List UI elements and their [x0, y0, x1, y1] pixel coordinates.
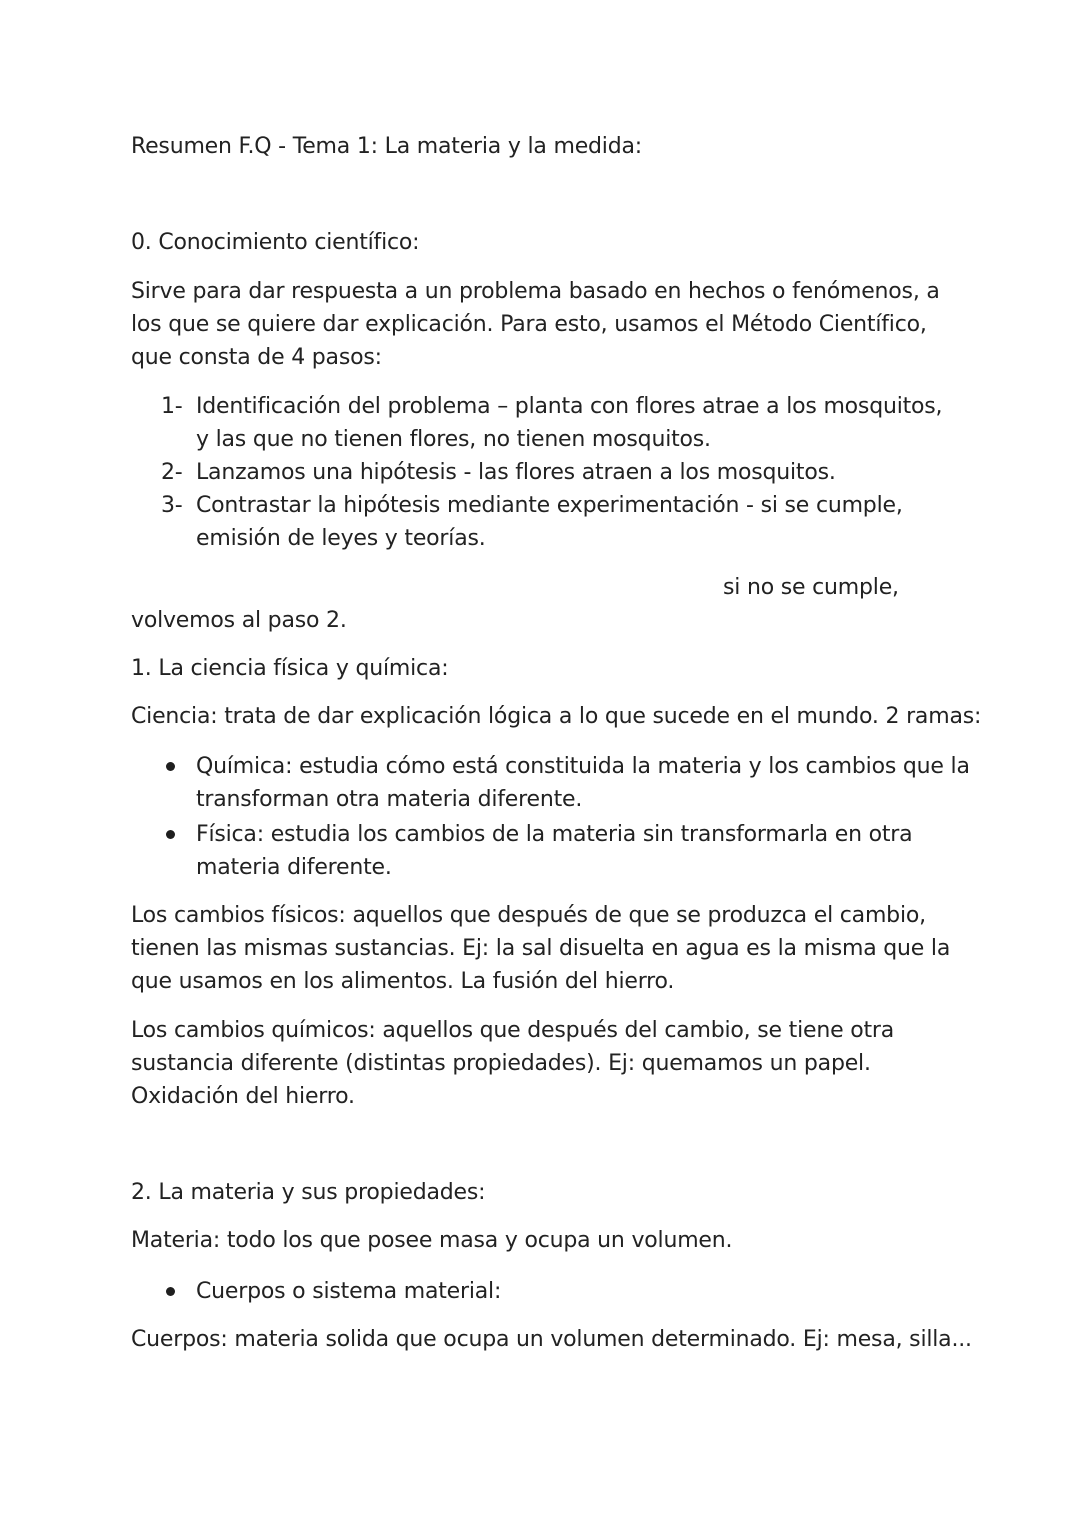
section-0-heading: 0. Conocimiento científico: [131, 230, 420, 255]
bullet-dot [166, 762, 175, 771]
step-number: 2- [161, 460, 183, 485]
matter-definition: Materia: todo los que posee masa y ocupa un volumen. [131, 1228, 733, 1253]
document-title: Resumen F.Q - Tema 1: La materia y la medida: [131, 134, 642, 159]
chemical-changes-line: sustancia diferente (distintas propiedades). Ej: quemamos un papel. [131, 1051, 871, 1076]
physical-changes-line: que usamos en los alimentos. La fusión del hierro. [131, 969, 675, 994]
step-text: emisión de leyes y teorías. [196, 526, 486, 551]
section-1-intro: Ciencia: trata de dar explicación lógica a lo que sucede en el mundo. 2 ramas: [131, 704, 982, 729]
chemical-changes-line: Oxidación del hierro. [131, 1084, 355, 1109]
bullet-text: materia diferente. [196, 855, 392, 880]
section-0-intro-line: Sirve para dar respuesta a un problema basado en hechos o fenómenos, a [131, 279, 940, 304]
chemical-changes-line: Los cambios químicos: aquellos que después del cambio, se tiene otra [131, 1018, 895, 1043]
step-number: 1- [161, 394, 183, 419]
bullet-text: Química: estudia cómo está constituida la materia y los cambios que la [196, 754, 970, 779]
step-number: 3- [161, 493, 183, 518]
step-text: Lanzamos una hipótesis - las flores atraen a los mosquitos. [196, 460, 836, 485]
bullet-text: Física: estudia los cambios de la materia sin transformarla en otra [196, 822, 913, 847]
step-text: Identificación del problema – planta con flores atrae a los mosquitos, [196, 394, 943, 419]
step-text: y las que no tienen flores, no tienen mosquitos. [196, 427, 711, 452]
bullet-text: Cuerpos o sistema material: [196, 1279, 502, 1304]
bullet-dot [166, 1287, 175, 1296]
step-else-text: si no se cumple, [723, 575, 899, 600]
bullet-text: transforman otra materia diferente. [196, 787, 583, 812]
physical-changes-line: tienen las mismas sustancias. Ej: la sal disuelta en agua es la misma que la [131, 936, 951, 961]
section-1-heading: 1. La ciencia física y química: [131, 656, 449, 681]
section-0-intro-line: los que se quiere dar explicación. Para esto, usamos el Método Científico, [131, 312, 927, 337]
bullet-dot [166, 830, 175, 839]
physical-changes-line: Los cambios físicos: aquellos que después de que se produzca el cambio, [131, 903, 926, 928]
section-0-intro-line: que consta de 4 pasos: [131, 345, 382, 370]
section-2-heading: 2. La materia y sus propiedades: [131, 1180, 486, 1205]
bodies-definition: Cuerpos: materia solida que ocupa un volumen determinado. Ej: mesa, silla... [131, 1327, 972, 1352]
step-else-continuation: volvemos al paso 2. [131, 608, 347, 633]
step-text: Contrastar la hipótesis mediante experimentación - si se cumple, [196, 493, 903, 518]
